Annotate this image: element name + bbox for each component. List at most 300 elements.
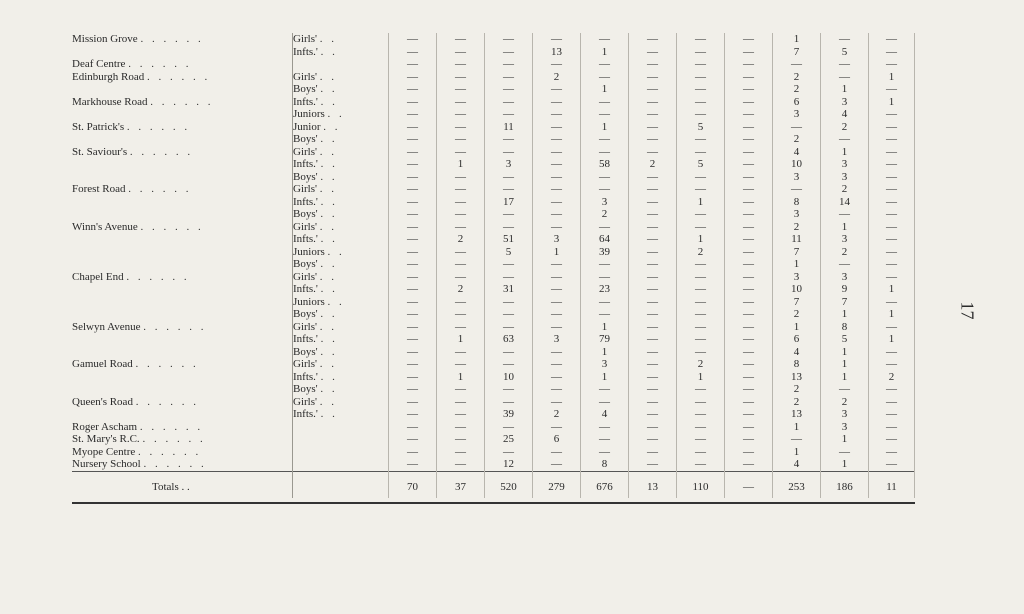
- pupil-type: Girls': [293, 220, 317, 233]
- school-name-cell: [72, 421, 293, 434]
- value-cell: 1: [581, 46, 629, 59]
- value-cell: —: [725, 183, 773, 196]
- value-cell: —: [677, 46, 725, 59]
- value-cell: —: [725, 258, 773, 271]
- total-value-cell: 11: [869, 471, 915, 498]
- pupil-type-cell: [293, 171, 389, 184]
- value-cell: 7: [821, 296, 869, 309]
- value-cell: —: [869, 208, 915, 221]
- value-cell: —: [437, 458, 485, 471]
- dot-leader: . .: [320, 233, 338, 245]
- table-row: [72, 171, 915, 184]
- value-cell: —: [389, 71, 437, 84]
- value-cell: —: [725, 83, 773, 96]
- value-cell: —: [725, 133, 773, 146]
- table-row: [72, 133, 915, 146]
- dot-leader: . .: [327, 245, 345, 258]
- value-cell: —: [389, 233, 437, 246]
- dot-leader: . .: [320, 45, 338, 58]
- value-cell: —: [437, 133, 485, 146]
- dot-leader: . .: [319, 220, 337, 233]
- value-cell: —: [869, 296, 915, 309]
- value-cell: 1: [677, 196, 725, 209]
- value-cell: —: [437, 421, 485, 434]
- value-cell: 1: [821, 458, 869, 471]
- value-cell: —: [869, 446, 915, 459]
- value-cell: —: [389, 408, 437, 421]
- table-row: [72, 183, 915, 196]
- value-cell: 3: [533, 233, 581, 246]
- value-cell: —: [677, 271, 725, 284]
- value-cell: —: [485, 383, 533, 396]
- value-cell: —: [389, 33, 437, 46]
- table-row: [72, 408, 915, 421]
- value-cell: —: [677, 133, 725, 146]
- dot-leader: . . . . . .: [126, 120, 191, 133]
- value-cell: —: [533, 271, 581, 284]
- totals-label-text: Totals: [152, 480, 179, 493]
- value-cell: —: [677, 296, 725, 309]
- value-cell: —: [485, 33, 533, 46]
- value-cell: —: [725, 208, 773, 221]
- total-value-cell: —: [725, 471, 773, 498]
- pupil-type: Girls': [293, 320, 317, 333]
- value-cell: —: [485, 258, 533, 271]
- value-cell: 2: [773, 308, 821, 321]
- table-body: [72, 33, 915, 503]
- value-cell: —: [629, 358, 677, 371]
- school-name-cell: [72, 83, 293, 96]
- value-cell: —: [629, 396, 677, 409]
- value-cell: —: [389, 383, 437, 396]
- value-cell: —: [437, 408, 485, 421]
- value-cell: 7: [773, 296, 821, 309]
- value-cell: —: [869, 246, 915, 259]
- value-cell: 3: [581, 358, 629, 371]
- value-cell: 12: [485, 458, 533, 471]
- value-cell: 1: [773, 446, 821, 459]
- value-cell: 17: [485, 196, 533, 209]
- value-cell: —: [821, 33, 869, 46]
- value-cell: —: [725, 396, 773, 409]
- pupil-type-cell: [293, 96, 389, 109]
- value-cell: 4: [773, 346, 821, 359]
- value-cell: —: [725, 433, 773, 446]
- value-cell: —: [581, 396, 629, 409]
- value-cell: —: [725, 58, 773, 71]
- value-cell: —: [389, 433, 437, 446]
- pupil-type: Boys': [293, 133, 318, 145]
- value-cell: —: [821, 446, 869, 459]
- value-cell: 1: [821, 308, 869, 321]
- value-cell: 2: [821, 246, 869, 259]
- value-cell: —: [437, 258, 485, 271]
- dot-leader: . .: [181, 480, 190, 493]
- value-cell: 1: [869, 333, 915, 346]
- school-name: Selwyn Avenue: [72, 320, 141, 333]
- value-cell: 1: [437, 371, 485, 384]
- value-cell: 1: [821, 346, 869, 359]
- value-cell: —: [629, 233, 677, 246]
- value-cell: —: [389, 171, 437, 184]
- table-row: [72, 371, 915, 384]
- totals-label: [72, 471, 293, 498]
- pupil-type: Infts.': [293, 195, 318, 208]
- value-cell: —: [677, 96, 725, 109]
- value-cell: —: [581, 421, 629, 434]
- school-name: Chapel End: [72, 270, 124, 283]
- value-cell: —: [869, 346, 915, 359]
- table-row: [72, 246, 915, 259]
- total-value-cell: 37: [437, 471, 485, 498]
- school-name-cell: [72, 396, 293, 409]
- pupil-type-cell: [293, 371, 389, 384]
- value-cell: —: [677, 183, 725, 196]
- value-cell: —: [533, 346, 581, 359]
- value-cell: —: [485, 296, 533, 309]
- value-cell: —: [869, 196, 915, 209]
- value-cell: —: [725, 96, 773, 109]
- value-cell: —: [437, 446, 485, 459]
- table-row: [72, 458, 915, 471]
- pupil-type: Boys': [293, 345, 318, 358]
- value-cell: —: [533, 371, 581, 384]
- dot-leader: . .: [327, 108, 345, 120]
- pupil-type-cell: [293, 358, 389, 371]
- school-name-cell: [72, 271, 293, 284]
- dot-leader: . . . . . .: [137, 445, 202, 458]
- school-name-cell: [72, 58, 293, 71]
- school-name-cell: [72, 233, 293, 246]
- school-name-cell: [72, 458, 293, 471]
- value-cell: 1: [581, 346, 629, 359]
- dot-leader: . .: [320, 195, 338, 208]
- value-cell: —: [773, 433, 821, 446]
- table-row: [72, 121, 915, 134]
- pupil-type: Infts.': [293, 370, 318, 383]
- value-cell: —: [629, 33, 677, 46]
- value-cell: —: [629, 383, 677, 396]
- value-cell: —: [725, 458, 773, 471]
- pupil-type-cell: [293, 183, 389, 196]
- value-cell: 1: [773, 421, 821, 434]
- value-cell: 1: [869, 283, 915, 296]
- value-cell: —: [581, 383, 629, 396]
- value-cell: —: [485, 71, 533, 84]
- pupil-type: Girls': [293, 358, 317, 370]
- value-cell: —: [437, 383, 485, 396]
- value-cell: —: [725, 271, 773, 284]
- value-cell: —: [581, 33, 629, 46]
- value-cell: —: [725, 333, 773, 346]
- dot-leader: . . . . . .: [140, 33, 204, 45]
- pupil-type-cell: [293, 208, 389, 221]
- value-cell: —: [677, 458, 725, 471]
- value-cell: 2: [533, 71, 581, 84]
- value-cell: —: [821, 133, 869, 146]
- value-cell: —: [389, 271, 437, 284]
- value-cell: —: [821, 71, 869, 84]
- pupil-type-cell: [293, 196, 389, 209]
- pupil-type: Boys': [293, 258, 318, 270]
- value-cell: 5: [677, 121, 725, 134]
- value-cell: —: [437, 58, 485, 71]
- value-cell: —: [533, 208, 581, 221]
- value-cell: —: [389, 133, 437, 146]
- value-cell: —: [629, 271, 677, 284]
- value-cell: —: [437, 96, 485, 109]
- value-cell: 3: [533, 333, 581, 346]
- value-cell: —: [389, 371, 437, 384]
- total-value-cell: 13: [629, 471, 677, 498]
- pupil-type-cell: [293, 408, 389, 421]
- value-cell: —: [725, 308, 773, 321]
- value-cell: —: [437, 46, 485, 59]
- value-cell: —: [725, 46, 773, 59]
- value-cell: 1: [821, 371, 869, 384]
- value-cell: 3: [821, 171, 869, 184]
- value-cell: —: [581, 258, 629, 271]
- value-cell: —: [485, 96, 533, 109]
- value-cell: —: [629, 146, 677, 159]
- value-cell: —: [485, 271, 533, 284]
- dot-leader: . . . . . .: [128, 183, 192, 195]
- value-cell: —: [725, 371, 773, 384]
- value-cell: —: [869, 171, 915, 184]
- table-row: [72, 358, 915, 371]
- value-cell: —: [533, 258, 581, 271]
- value-cell: 3: [773, 108, 821, 121]
- value-cell: —: [725, 71, 773, 84]
- value-cell: 13: [773, 371, 821, 384]
- pupil-type-cell: [293, 383, 389, 396]
- school-name-cell: [72, 258, 293, 271]
- value-cell: —: [725, 146, 773, 159]
- school-name-cell: [72, 308, 293, 321]
- value-cell: 3: [581, 196, 629, 209]
- table-row: [72, 333, 915, 346]
- table-row: [72, 421, 915, 434]
- value-cell: —: [533, 158, 581, 171]
- value-cell: 64: [581, 233, 629, 246]
- value-cell: —: [533, 171, 581, 184]
- table-row: [72, 321, 915, 334]
- pupil-type-cell: [293, 121, 389, 134]
- value-cell: 1: [773, 321, 821, 334]
- value-cell: —: [629, 296, 677, 309]
- value-cell: 3: [773, 208, 821, 221]
- value-cell: —: [389, 421, 437, 434]
- value-cell: —: [677, 33, 725, 46]
- value-cell: 1: [677, 371, 725, 384]
- dot-leader: . .: [320, 370, 338, 383]
- value-cell: 1: [581, 83, 629, 96]
- value-cell: 2: [437, 233, 485, 246]
- value-cell: 2: [533, 408, 581, 421]
- pupil-type-cell: [293, 146, 389, 159]
- pupil-type-cell: [293, 433, 389, 446]
- value-cell: 2: [677, 358, 725, 371]
- value-cell: 11: [485, 121, 533, 134]
- pupil-type: Girls': [293, 145, 317, 158]
- value-cell: —: [389, 108, 437, 121]
- value-cell: —: [485, 171, 533, 184]
- value-cell: 3: [773, 171, 821, 184]
- value-cell: 1: [533, 246, 581, 259]
- value-cell: —: [725, 233, 773, 246]
- dot-leader: . .: [320, 133, 338, 145]
- table-row: [72, 308, 915, 321]
- school-name-cell: [72, 371, 293, 384]
- value-cell: —: [437, 171, 485, 184]
- value-cell: —: [869, 108, 915, 121]
- pupil-type-cell: [293, 396, 389, 409]
- school-name: Forest Road: [72, 183, 126, 195]
- value-cell: —: [869, 233, 915, 246]
- value-cell: 5: [677, 158, 725, 171]
- value-cell: 8: [821, 321, 869, 334]
- school-name: St. Saviour's: [72, 145, 128, 158]
- value-cell: 2: [821, 121, 869, 134]
- pupil-type-cell: [293, 221, 389, 234]
- value-cell: —: [581, 271, 629, 284]
- value-cell: —: [389, 196, 437, 209]
- value-cell: —: [533, 421, 581, 434]
- school-name-cell: [72, 283, 293, 296]
- value-cell: —: [533, 446, 581, 459]
- value-cell: —: [677, 396, 725, 409]
- table-row: [72, 33, 915, 46]
- pupil-type-cell: [293, 158, 389, 171]
- school-name: St. Patrick's: [72, 120, 125, 133]
- value-cell: —: [437, 296, 485, 309]
- value-cell: —: [437, 246, 485, 259]
- value-cell: —: [677, 383, 725, 396]
- table-row: [72, 96, 915, 109]
- value-cell: —: [629, 108, 677, 121]
- table-row: [72, 433, 915, 446]
- value-cell: 2: [773, 396, 821, 409]
- value-cell: —: [629, 71, 677, 84]
- value-cell: —: [725, 421, 773, 434]
- value-cell: 6: [533, 433, 581, 446]
- pupil-type: Boys': [293, 308, 318, 320]
- school-name-cell: [72, 383, 293, 396]
- dot-leader: . .: [323, 120, 341, 133]
- dot-leader: . .: [319, 145, 337, 158]
- value-cell: —: [437, 358, 485, 371]
- table-row: [72, 46, 915, 59]
- value-cell: —: [485, 446, 533, 459]
- dot-leader: . . . . . .: [142, 433, 206, 445]
- total-value-cell: 110: [677, 471, 725, 498]
- value-cell: —: [485, 83, 533, 96]
- value-cell: —: [581, 171, 629, 184]
- pupil-type: Juniors: [293, 245, 325, 258]
- school-name-cell: [72, 296, 293, 309]
- pupil-type-cell: [293, 83, 389, 96]
- dot-leader: . .: [320, 408, 338, 420]
- pupil-type-cell: [293, 333, 389, 346]
- value-cell: —: [677, 258, 725, 271]
- value-cell: 1: [437, 333, 485, 346]
- school-name: Edinburgh Road: [72, 70, 145, 83]
- pupil-type-cell: [293, 283, 389, 296]
- value-cell: 58: [581, 158, 629, 171]
- value-cell: —: [437, 121, 485, 134]
- value-cell: —: [869, 158, 915, 171]
- value-cell: —: [485, 358, 533, 371]
- value-cell: —: [677, 221, 725, 234]
- value-cell: —: [581, 446, 629, 459]
- value-cell: —: [869, 221, 915, 234]
- value-cell: —: [869, 383, 915, 396]
- pupil-type-cell: [293, 246, 389, 259]
- pupil-type-cell: [293, 108, 389, 121]
- value-cell: 10: [773, 158, 821, 171]
- value-cell: —: [581, 221, 629, 234]
- value-cell: 2: [869, 371, 915, 384]
- value-cell: 1: [821, 221, 869, 234]
- value-cell: —: [485, 146, 533, 159]
- school-name-cell: [72, 183, 293, 196]
- value-cell: —: [677, 58, 725, 71]
- pupil-type-cell: [293, 233, 389, 246]
- pupil-type-cell: [293, 58, 389, 71]
- value-cell: 23: [581, 283, 629, 296]
- value-cell: 3: [821, 421, 869, 434]
- dot-leader: . .: [319, 358, 337, 370]
- value-cell: —: [581, 433, 629, 446]
- pupil-type-cell: [293, 446, 389, 459]
- value-cell: —: [485, 421, 533, 434]
- value-cell: 1: [773, 33, 821, 46]
- dot-leader: . .: [319, 183, 337, 195]
- value-cell: 2: [773, 83, 821, 96]
- school-name: Markhouse Road: [72, 95, 148, 108]
- school-name-cell: [72, 446, 293, 459]
- value-cell: —: [533, 83, 581, 96]
- table-row: [72, 146, 915, 159]
- value-cell: —: [437, 146, 485, 159]
- value-cell: —: [581, 133, 629, 146]
- school-name-cell: [72, 196, 293, 209]
- value-cell: —: [581, 308, 629, 321]
- value-cell: —: [389, 446, 437, 459]
- value-cell: —: [533, 383, 581, 396]
- table-row: [72, 108, 915, 121]
- value-cell: —: [725, 283, 773, 296]
- value-cell: —: [485, 308, 533, 321]
- value-cell: —: [389, 321, 437, 334]
- value-cell: 2: [821, 396, 869, 409]
- value-cell: 3: [773, 271, 821, 284]
- school-name-cell: [72, 333, 293, 346]
- pupil-type-cell: [293, 46, 389, 59]
- school-name-cell: [72, 133, 293, 146]
- value-cell: —: [677, 321, 725, 334]
- value-cell: —: [389, 183, 437, 196]
- value-cell: —: [485, 183, 533, 196]
- pupil-type: Junior: [293, 120, 321, 133]
- school-name-cell: [72, 33, 293, 46]
- value-cell: —: [677, 83, 725, 96]
- value-cell: —: [389, 46, 437, 59]
- value-cell: —: [677, 108, 725, 121]
- school-name-cell: [72, 96, 293, 109]
- value-cell: 2: [677, 246, 725, 259]
- value-cell: —: [533, 396, 581, 409]
